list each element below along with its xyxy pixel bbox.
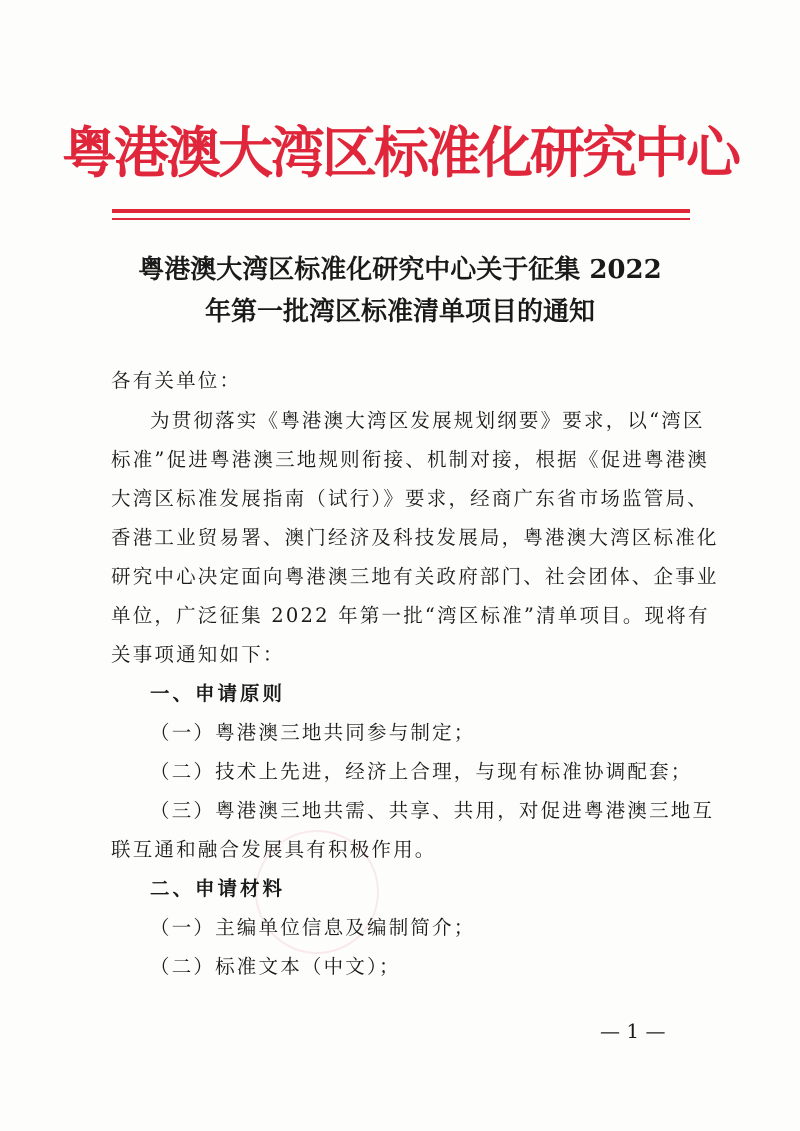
intro-line-5: 研究中心决定面向粤港澳三地有关政府部门、社会团体、企事业	[111, 565, 719, 588]
section-1-item-1: （一）粤港澳三地共同参与制定；	[150, 721, 476, 744]
section-2-item-1: （一）主编单位信息及编制简介；	[150, 916, 476, 939]
intro-line-6: 单位，广泛征集 2022 年第一批“湾区标准”清单项目。现将有	[111, 604, 710, 627]
document-title-line-2: 年第一批湾区标准清单项目的通知	[204, 297, 595, 327]
section-1-item-3: （三）粤港澳三地共需、共享、共用，对促进粤港澳三地互	[150, 799, 715, 822]
masthead-rule-thick	[112, 209, 690, 213]
section-1-item-2: （二）技术上先进，经济上合理，与现有标准协调配套；	[150, 760, 693, 783]
salutation: 各有关单位：	[111, 369, 242, 392]
masthead-title: 粤港澳大湾区标准化研究中心	[61, 121, 738, 185]
intro-line-1: 为贯彻落实《粤港澳大湾区发展规划纲要》要求，以“湾区	[150, 409, 705, 432]
section-1-item-3-continuation: 联互通和融合发展具有积极作用。	[111, 838, 437, 861]
intro-line-2: 标准”促进粤港澳三地规则衔接、机制对接，根据《促进粤港澳	[111, 448, 710, 471]
page-number: — 1 —	[600, 1019, 666, 1043]
section-1-heading: 一、申请原则	[150, 682, 286, 705]
masthead-rule-thin	[112, 218, 690, 220]
section-2-item-2: （二）标准文本（中文）；	[150, 955, 401, 978]
document-title-line-1: 粤港澳大湾区标准化研究中心关于征集 2022	[138, 255, 662, 285]
intro-line-3: 大湾区标准发展指南（试行）》要求，经商广东省市场监管局、	[111, 487, 709, 510]
intro-line-4: 香港工业贸易署、澳门经济及科技发展局，粤港澳大湾区标准化	[111, 526, 719, 549]
intro-line-7: 关事项通知如下：	[111, 643, 285, 666]
section-2-heading: 二、申请材料	[150, 877, 286, 900]
